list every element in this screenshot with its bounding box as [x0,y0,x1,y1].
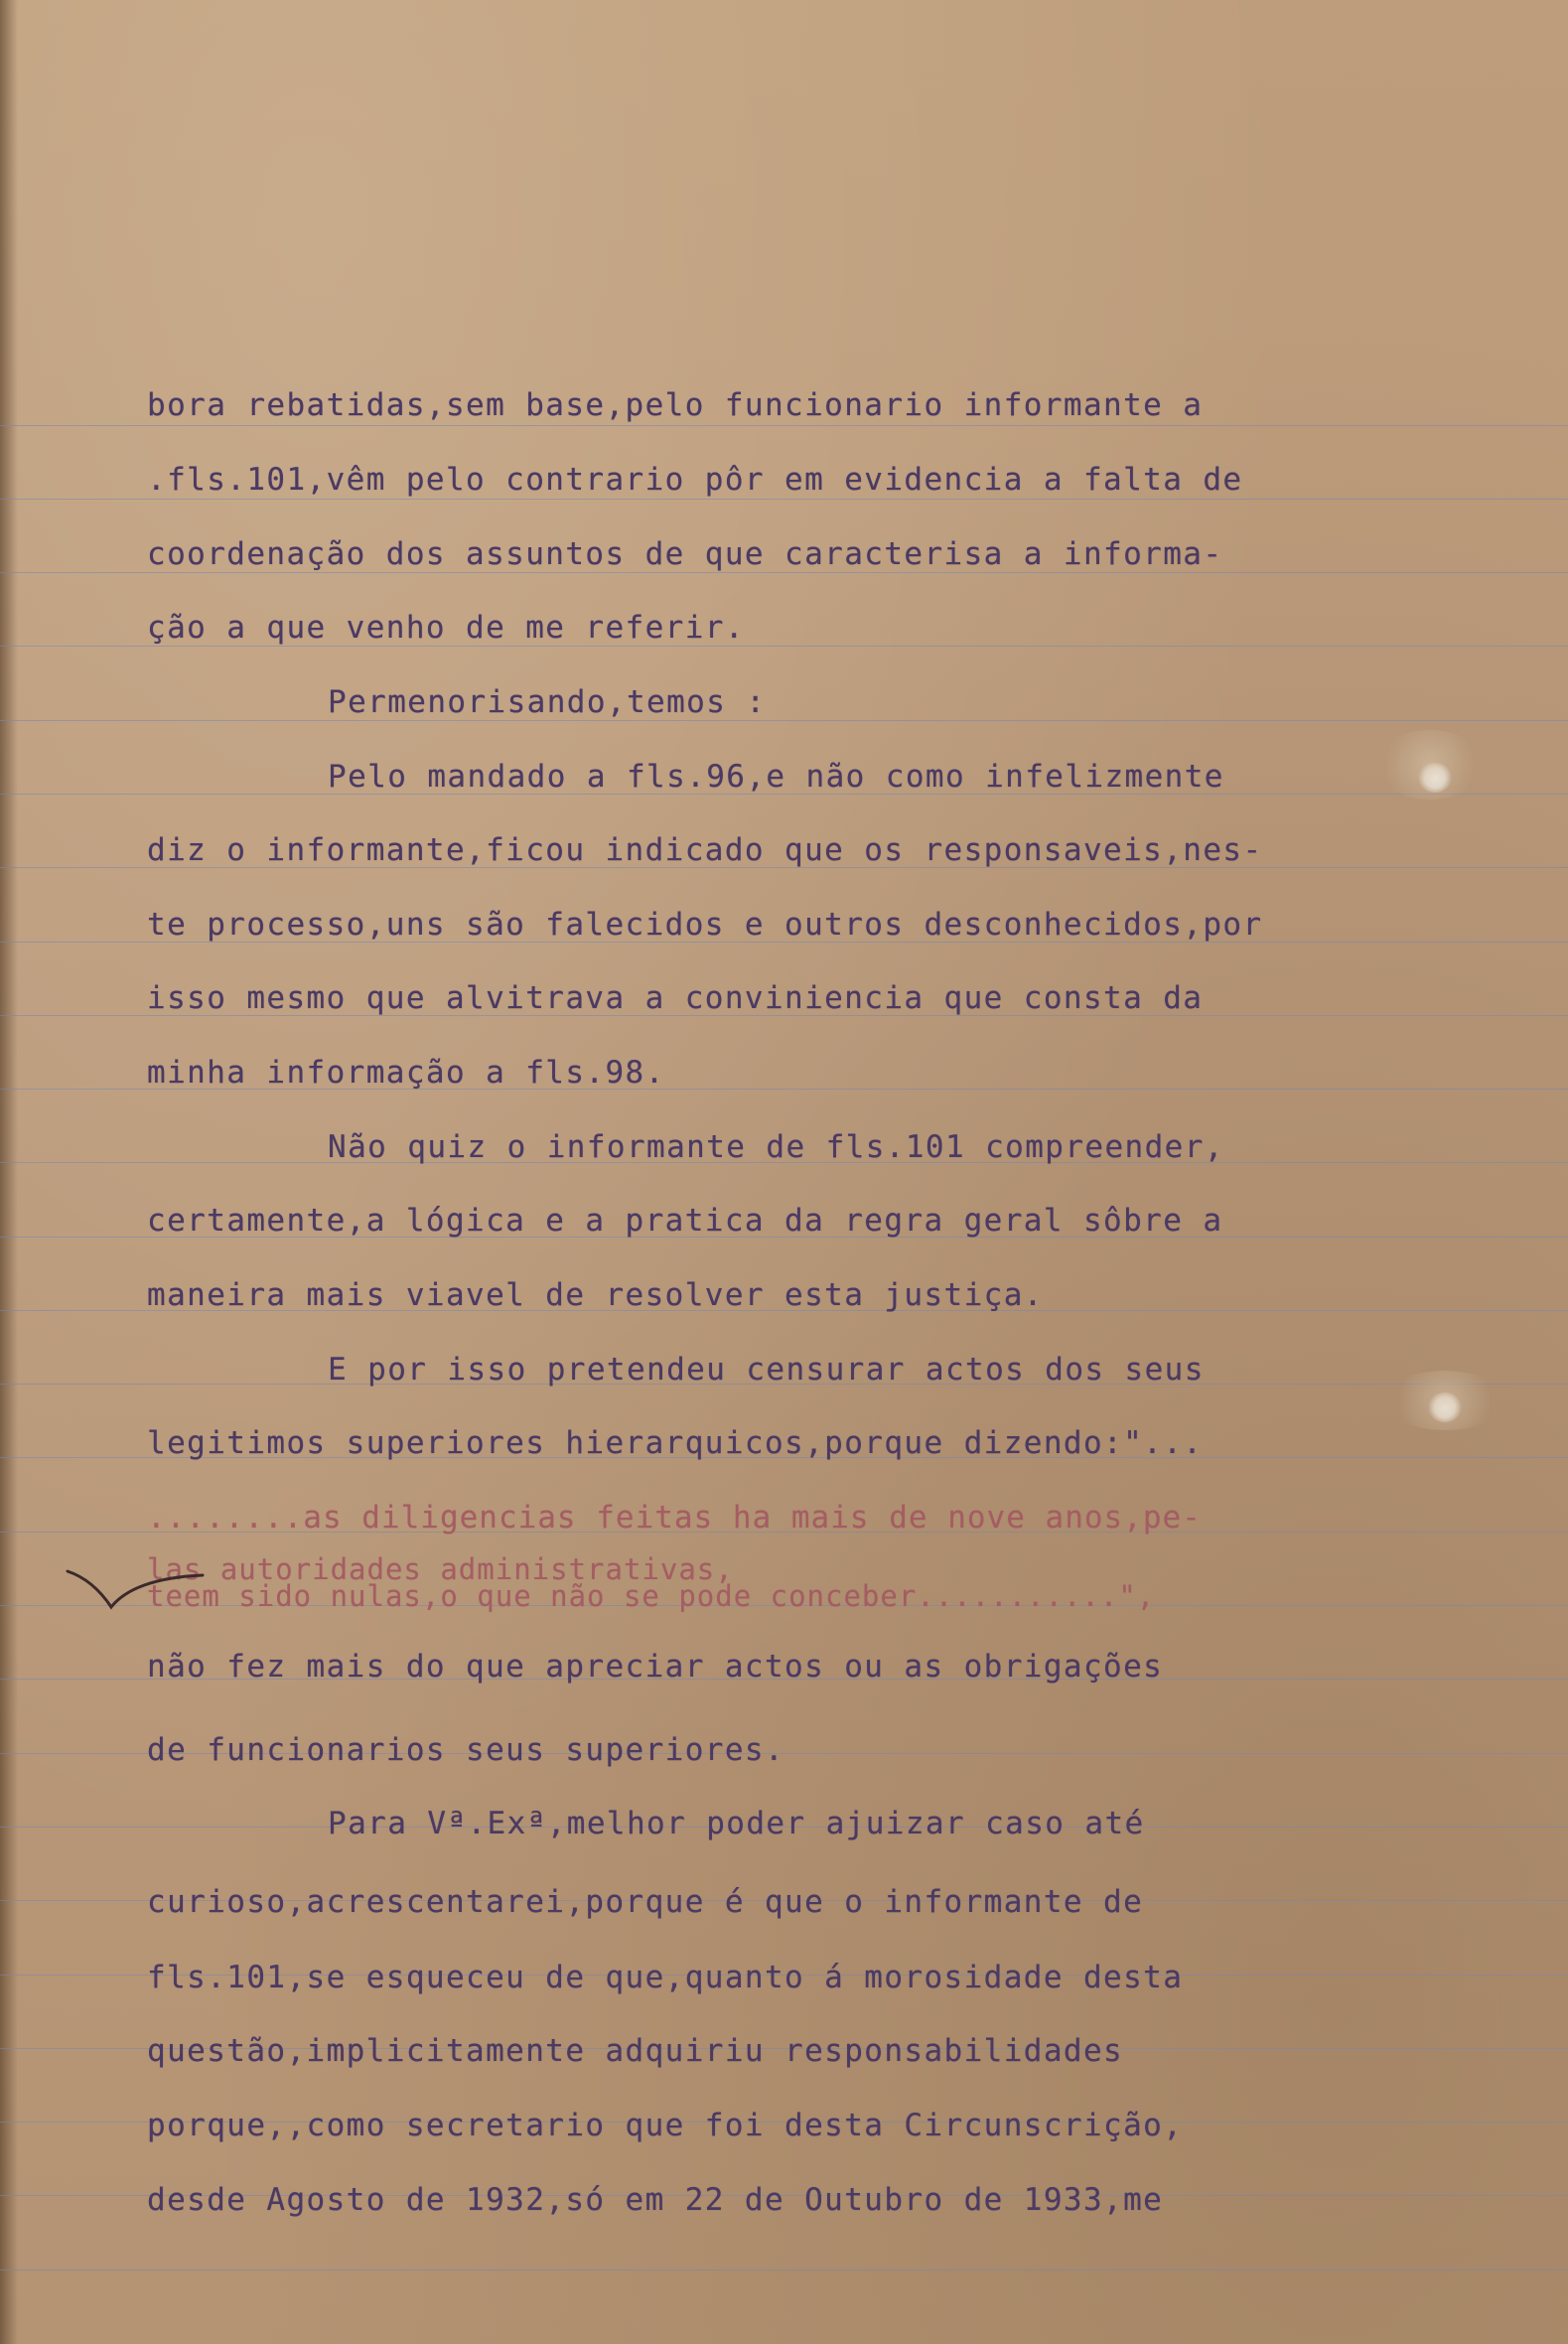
text-line: te processo,uns são falecidos e outros desconhecidos,por [147,907,1263,943]
text-line: diz o informante,ficou indicado que os responsaveis,nes- [147,832,1263,868]
text-line: bora rebatidas,sem base,pelo funcionario informante a [147,387,1204,423]
text-line: Permenorisando,temos : [328,684,767,720]
text-line: Para Vª.Exª,melhor poder ajuizar caso até [328,1806,1145,1841]
text-line: de funcionarios seus superiores. [147,1732,785,1768]
text-line: certamente,a lógica e a pratica da regra geral sôbre a [147,1203,1223,1239]
quoted-text-line: teem sido nulas,o que não se pode conceber...........", [147,1579,1156,1613]
text-line: E por isso pretendeu censurar actos dos seus [328,1352,1205,1388]
text-line: ção a que venho de me referir. [147,610,745,646]
text-line: coordenação dos assuntos de que caracterisa a informa- [147,536,1223,572]
text-line: maneira mais viavel de resolver esta justiça. [147,1277,1044,1313]
handwritten-check-mark [66,1559,205,1619]
quoted-text-line: ........as diligencias feitas ha mais de nove anos,pe- [147,1500,1202,1536]
ruled-line [0,2270,1568,2271]
text-line: fls.101,se esqueceu de que,quanto á morosidade desta [147,1960,1184,1995]
paper-stain [1375,730,1485,800]
paper-stain [1385,1371,1504,1430]
text-line: .fls.101,vêm pelo contrario pôr em evidencia a falta de [147,462,1243,498]
text-line: curioso,acrescentarei,porque é que o informante de [147,1884,1144,1920]
page-edge-shadow [0,0,18,2344]
text-line: não fez mais do que apreciar actos ou as obrigações [147,1649,1164,1685]
ruled-line [0,646,1568,647]
ruled-line [0,499,1568,500]
text-line: questão,implicitamente adquiriu responsabilidades [147,2033,1124,2069]
text-line: legitimos superiores hierarquicos,porque dizendo:"... [147,1425,1204,1461]
text-line: porque,,como secretario que foi desta Circunscrição, [147,2108,1184,2143]
text-line: Pelo mandado a fls.96,e não como infelizmente [328,759,1224,795]
ruled-line [0,572,1568,573]
ruled-line [0,720,1568,721]
quoted-text-line: las autoridades administrativas, [147,1552,734,1586]
text-line: minha informação a fls.98. [147,1055,665,1091]
text-line: Não quiz o informante de fls.101 compreender, [328,1129,1224,1165]
text-line: desde Agosto de 1932,só em 22 de Outubro de 1933,me [147,2182,1164,2218]
ruled-line [0,425,1568,426]
text-line: isso mesmo que alvitrava a conviniencia que consta da [147,980,1204,1016]
